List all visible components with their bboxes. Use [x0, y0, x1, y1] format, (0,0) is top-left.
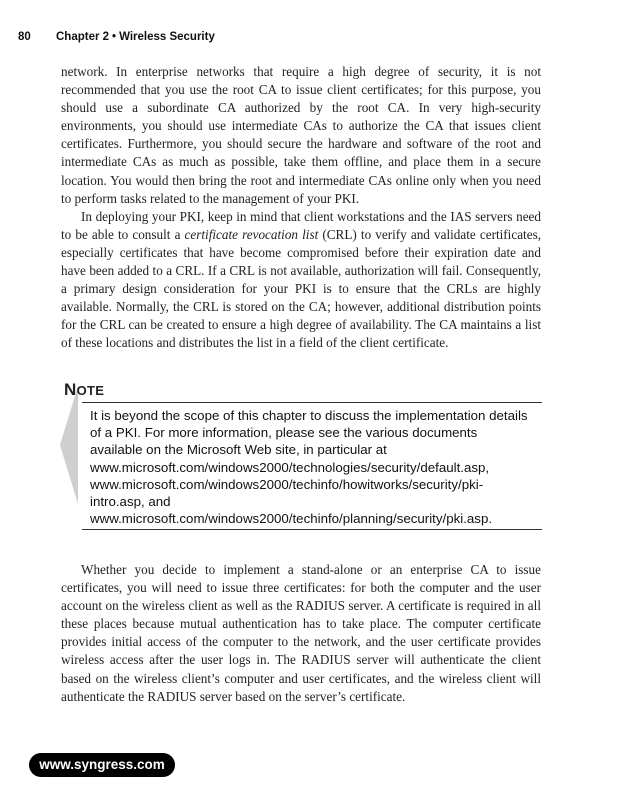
note-tab-graphic: [60, 386, 78, 504]
note-rule-top: [82, 402, 542, 403]
crl-text-before: In deploying your PKI, keep in mind that client workstations and the IAS servers need to be able to consult a: [61, 208, 541, 242]
paragraph-crl: [61, 208, 541, 353]
chapter-title: Wireless Security: [119, 31, 215, 43]
page-number: 80: [18, 31, 31, 43]
header-bullet: •: [112, 31, 117, 43]
paragraph-pki-security: network. In enterprise networks that require a high degree of security, it is not recommended that you use the root CA to issue client certificates; for this purpose, you should use a subordinate CA authorized by the root CA. In very high-security environments, you should use intermediate CAs to authorize the CA that issues client certificates. Furthermore, you should secure the hardware and software of the root and intermediate CAs as much as possible, take them offline, and place them in a secure location. You would then bring the root and intermediate CAs online only when you need to perform tasks related to the management of your PKI.: [61, 64, 541, 206]
note-box: [60, 380, 542, 532]
note-title-initial: N: [64, 380, 77, 399]
note-title-rest: OTE: [76, 383, 105, 398]
body-text-bottom: [61, 561, 541, 706]
note-text: It is beyond the scope of this chapter to discuss the implementation details of a PKI. For more information, please see the various documents available on the Microsoft Web site, in particular at www.microsoft.com/windows2000/technologies/security/default.asp, www.microsoft.com/windows2000/techinfo/howitworks/security/pki-intro.asp, and www.microsoft.com/windows2000/techinfo/planning/security/pki.asp.: [90, 408, 528, 527]
paragraph-certificates: Whether you decide to implement a stand-alone or an enterprise CA to issue certificates, you will need to issue three certificates: for both the computer and the user account on the wireless client as well as the RADIUS server. A certificate is required in all these places because mutual authentication has to take place. The computer certificate provides initial access of the computer to the network, and the user certificate provides wireless access after the user logs in. The RADIUS server will authenticate the client based on the wireless client’s computer and user certificates, and the wireless client will authenticate the RADIUS server based on the server’s certificate.: [61, 562, 541, 704]
note-title: [64, 380, 104, 400]
crl-italic-term: certificate revocation list: [184, 226, 319, 242]
note-rule-bottom: [82, 529, 542, 530]
chapter-label: Chapter 2: [56, 31, 110, 43]
body-text-top: [61, 63, 541, 353]
crl-text-after: (CRL) to verify and validate certificates, especially certificates that have become compromised before their expiration date and have been added to a CRL. If a CRL is not available, authorization will fail. Consequently, a primary design consideration for your PKI is to ensure that the CRLs are highly available. Normally, the CRL is stored on the CA; however, additional distribution points for the CRL can be created to ensure a high degree of availability. The CA maintains a list of these locations and distributes the list in a field of the client certificate.: [61, 226, 541, 351]
footer-url-badge[interactable]: www.syngress.com: [29, 753, 175, 777]
running-header: [18, 31, 215, 43]
